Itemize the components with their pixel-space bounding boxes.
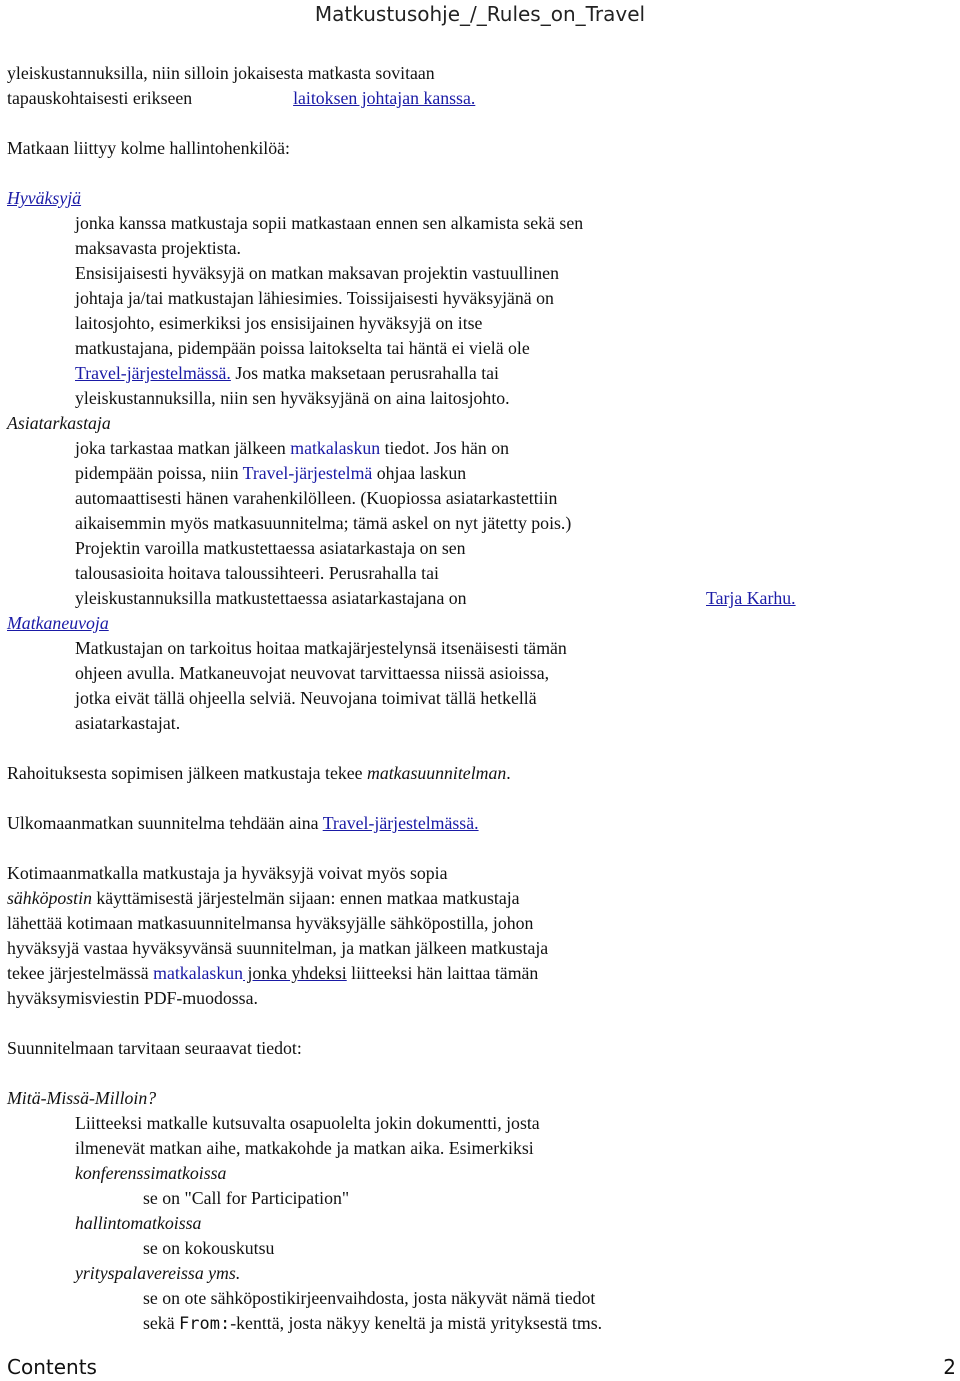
page-footer — [0, 1355, 960, 1381]
domestic-paragraph: Kotimaanmatkalla matkustaja ja hyväksyjä voivat myös sopia sähköpostin käyttämisestä järjestelmän sijaan: ennen matkaa matkustaja lähettää kotimaan matkasuunnitelmansa hyväksyjälle sähköpostilla, johon hyväksyjä vastaa hyväksyvänsä suunnitelman, ja matkan jälkeen matkustaja tekee järjestelmässä matkalaskun jonka yhdeksi liitteeksi hän laittaa tämän hyväksymisviestin PDF-muodossa. — [7, 863, 549, 1008]
from-field-code: From: — [179, 1314, 231, 1334]
travel-system-link[interactable]: Travel-järjestelmässä. — [75, 363, 231, 383]
page-title: Matkustusohje_/_Rules_on_Travel — [314, 2, 646, 26]
checker-definition: joka tarkastaa matkan jälkeen matkalaskun tiedot. Jos hän on pidempään poissa, niin Travel-järjestelmä ohjaa laskun automaattisesti hänen varahenkilölleen. (Kuopiossa asiatarkastettiin aikaisemmin myös matkasuunnitelma; tämä askel on nyt jätetty pois.) Projektin varoilla matkustettaessa asiatarkastaja on sen talousasioita hoitava taloussihteeri. Perusrahalla tai yleiskustannuksilla matkustettaessa asiatarkastajana on Tarja Karhu. — [7, 436, 927, 611]
advisor-definition: Matkustajan on tarkoitus hoitaa matkajärjestelynsä itsenäisesti tämän ohjeen avulla. Matkaneuvojat neuvovat tarvittaessa niissä asioissa, jotka eivät tällä ohjeella selviä. Neuvojana toimivat tällä hetkellä asiatarkastajat. — [75, 638, 567, 733]
expense-report-link[interactable]: matkalaskun — [290, 438, 381, 458]
footer-page-number: 2 — [943, 1355, 956, 1379]
term-what-where-when: Mitä-Missä-Milloin? — [7, 1088, 157, 1108]
example-term-conference: konferenssimatkoissa — [75, 1163, 227, 1183]
what-where-when-definition: Liitteeksi matkalle kutsuvalta osapuolelta jokin dokumentti, josta ilmenevät matkan aihe, matkakohde ja matkan aika. Esimerkiksi konferenssimatkoissa se on "Call for Participation" hallintomatkoissa se on kokouskutsu yrityspalavereissa yms. se on ote sähköpostikirjeenvaihdosta, josta näkyvät nämä tiedot sekä From:-kenttä, josta näkyy keneltä ja mistä yrityksestä tms. — [7, 1111, 927, 1337]
needed-info-heading: Suunnitelmaan tarvitaan seuraavat tiedot: — [7, 1038, 302, 1058]
approver-definition: jonka kanssa matkustaja sopii matkastaan ennen sen alkamista sekä sen maksavasta projektista. Ensisijaisesti hyväksyjä on matkan maksavan projektin vastuullinen johtaja ja/tai matkustajan lähiesimies. Toissijaisesti hyväksyjänä on laitosjohto, esimerkiksi jos ensisijainen hyväksyjä on itse matkustajana, pidempään poissa laitokselta tai häntä ei vielä ole Travel-järjestelmässä. Jos matka maksetaan perusrahalla tai yleiskustannuksilla, niin sen hyväksyjänä on aina laitosjohto. — [75, 213, 584, 408]
tarja-karhu-link[interactable]: Tarja Karhu. — [706, 588, 796, 608]
example-term-admin: hallintomatkoissa — [75, 1213, 202, 1233]
travel-system-link-2[interactable]: Travel-järjestelmä — [242, 463, 373, 483]
paragraph-continuation: yleiskustannuksilla, niin silloin jokaisesta matkasta sovitaan tapauskohtaisesti erikseen laitoksen johtajan kanssa. — [7, 63, 476, 108]
page-header — [0, 0, 960, 24]
document-body — [7, 61, 927, 1337]
example-term-company: yrityspalavereissa yms. — [75, 1263, 241, 1283]
term-approver — [7, 186, 927, 211]
advisor-link[interactable]: Matkaneuvoja — [7, 613, 109, 633]
travel-system-link-3[interactable]: Travel-järjestelmässä. — [322, 813, 479, 833]
roles-intro: Matkaan liittyy kolme hallintohenkilöä: — [7, 138, 290, 158]
director-link[interactable]: laitoksen johtajan kanssa. — [293, 88, 476, 108]
plan-paragraph: Rahoituksesta sopimisen jälkeen matkustaja tekee matkasuunnitelman. — [7, 763, 511, 783]
term-advisor — [7, 611, 927, 636]
approver-link[interactable]: Hyväksyjä — [7, 188, 82, 208]
abroad-paragraph: Ulkomaanmatkan suunnitelma tehdään aina Travel-järjestelmässä. — [7, 813, 479, 833]
footer-contents-label: Contents — [7, 1355, 97, 1379]
term-checker: Asiatarkastaja — [7, 413, 111, 433]
expense-report-link-2[interactable]: matkalaskun — [153, 963, 244, 983]
